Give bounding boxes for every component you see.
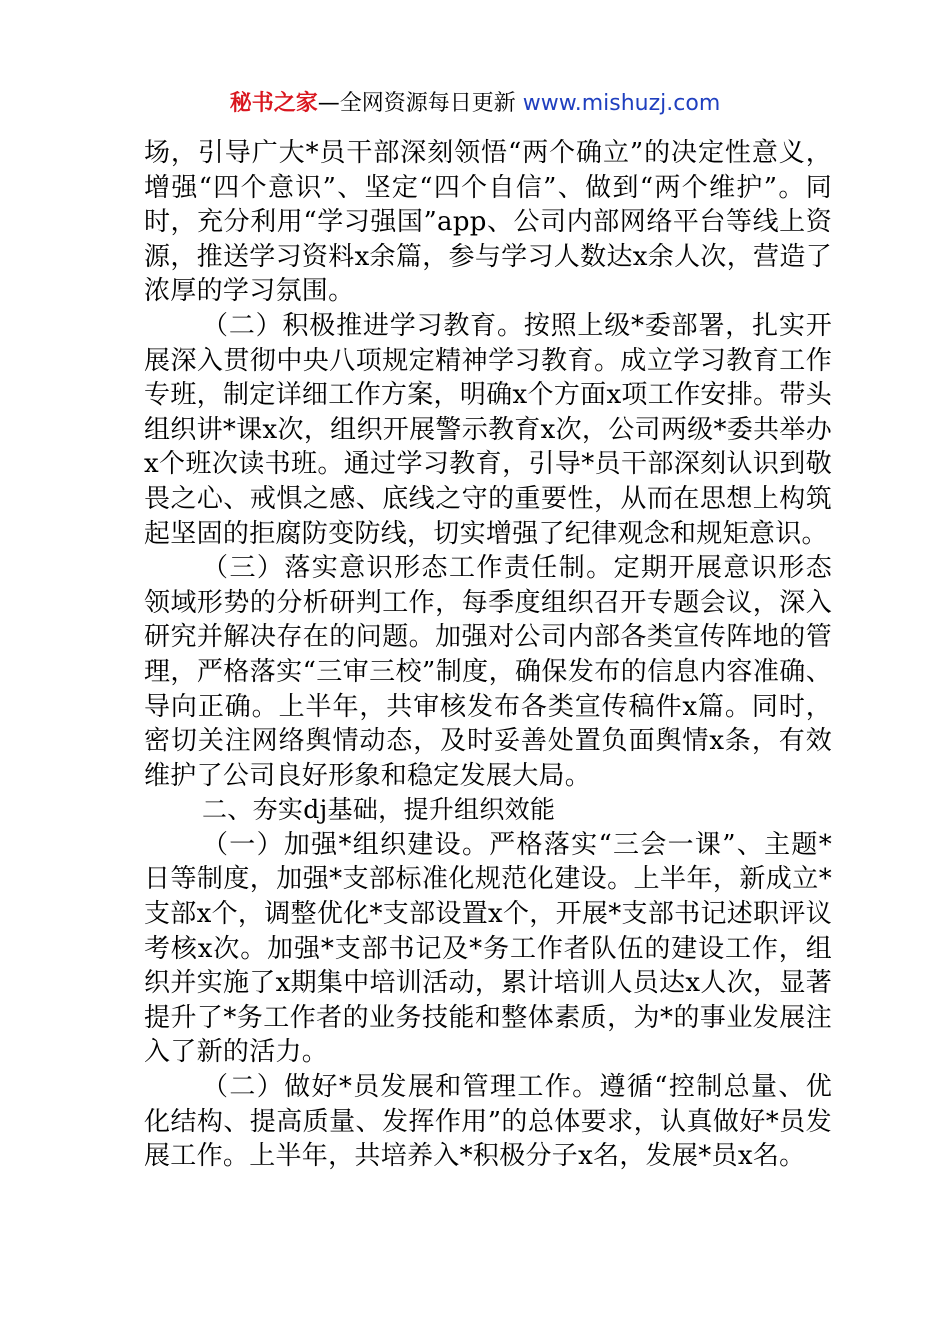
- paragraph-study-activities: 场，引导广大*员干部深刻领悟“两个确立”的决定性意义，增强“四个意识”、坚定“四个自信”、做到“两个维护”。同时，充分利用“学习强国”app、公司内部网络平台等线上资源，推送学习资料x余篇，参与学习人数达x余人次，营造了浓厚的学习氛围。: [144, 138, 832, 307]
- document-body: [144, 136, 832, 1174]
- paragraph-ideology-responsibility: （三）落实意识形态工作责任制。定期开展意识形态领域形势的分析研判工作，每季度组织召开专题会议，深入研究并解决存在的问题。加强对公司内部各类宣传阵地的管理，严格落实“三审三校”制度，确保发布的信息内容准确、导向正确。上半年，共审核发布各类宣传稿件x篇。同时，密切关注网络舆情动态，及时妥善处置负面舆情x条，有效维护了公司良好形象和稳定发展大局。: [144, 553, 832, 791]
- site-tagline: —全网资源每日更新: [317, 91, 523, 116]
- paragraph-member-development: （二）做好*员发展和管理工作。遵循“控制总量、优化结构、提高质量、发挥作用”的总体要求，认真做好*员发展工作。上半年，共培养入*积极分子x名，发展*员x名。: [144, 1072, 832, 1172]
- site-header: [0, 88, 950, 120]
- paragraph-study-education: （二）积极推进学习教育。按照上级*委部署，扎实开展深入贯彻中央八项规定精神学习教育。成立学习教育工作专班，制定详细工作方案，明确x个方面x项工作安排。带头组织讲*课x次，组织开展警示教育x次，公司两级*委共举办x个班次读书班。通过学习教育，引导*员干部深刻认识到敬畏之心、戒惧之感、底线之守的重要性，从而在思想上构筑起坚固的拒腐防变防线，切实增强了纪律观念和规矩意识。: [144, 310, 832, 549]
- site-url-link[interactable]: www.mishuzj.com: [522, 91, 721, 116]
- section-heading: 二、夯实dj基础，提升组织效能: [202, 795, 556, 825]
- paragraph-organization-building: （一）加强*组织建设。严格落实“三会一课”、主题*日等制度，加强*支部标准化规范化建设。上半年，新成立*支部x个，调整优化*支部设置x个，开展*支部书记述职评议考核x次。加强*支部书记及*务工作者队伍的建设工作，组织并实施了x期集中培训活动，累计培训人员达x人次，显著提升了*务工作者的业务技能和整体素质，为*的事业发展注入了新的活力。: [144, 829, 832, 1068]
- site-brand: 秘书之家: [229, 91, 318, 116]
